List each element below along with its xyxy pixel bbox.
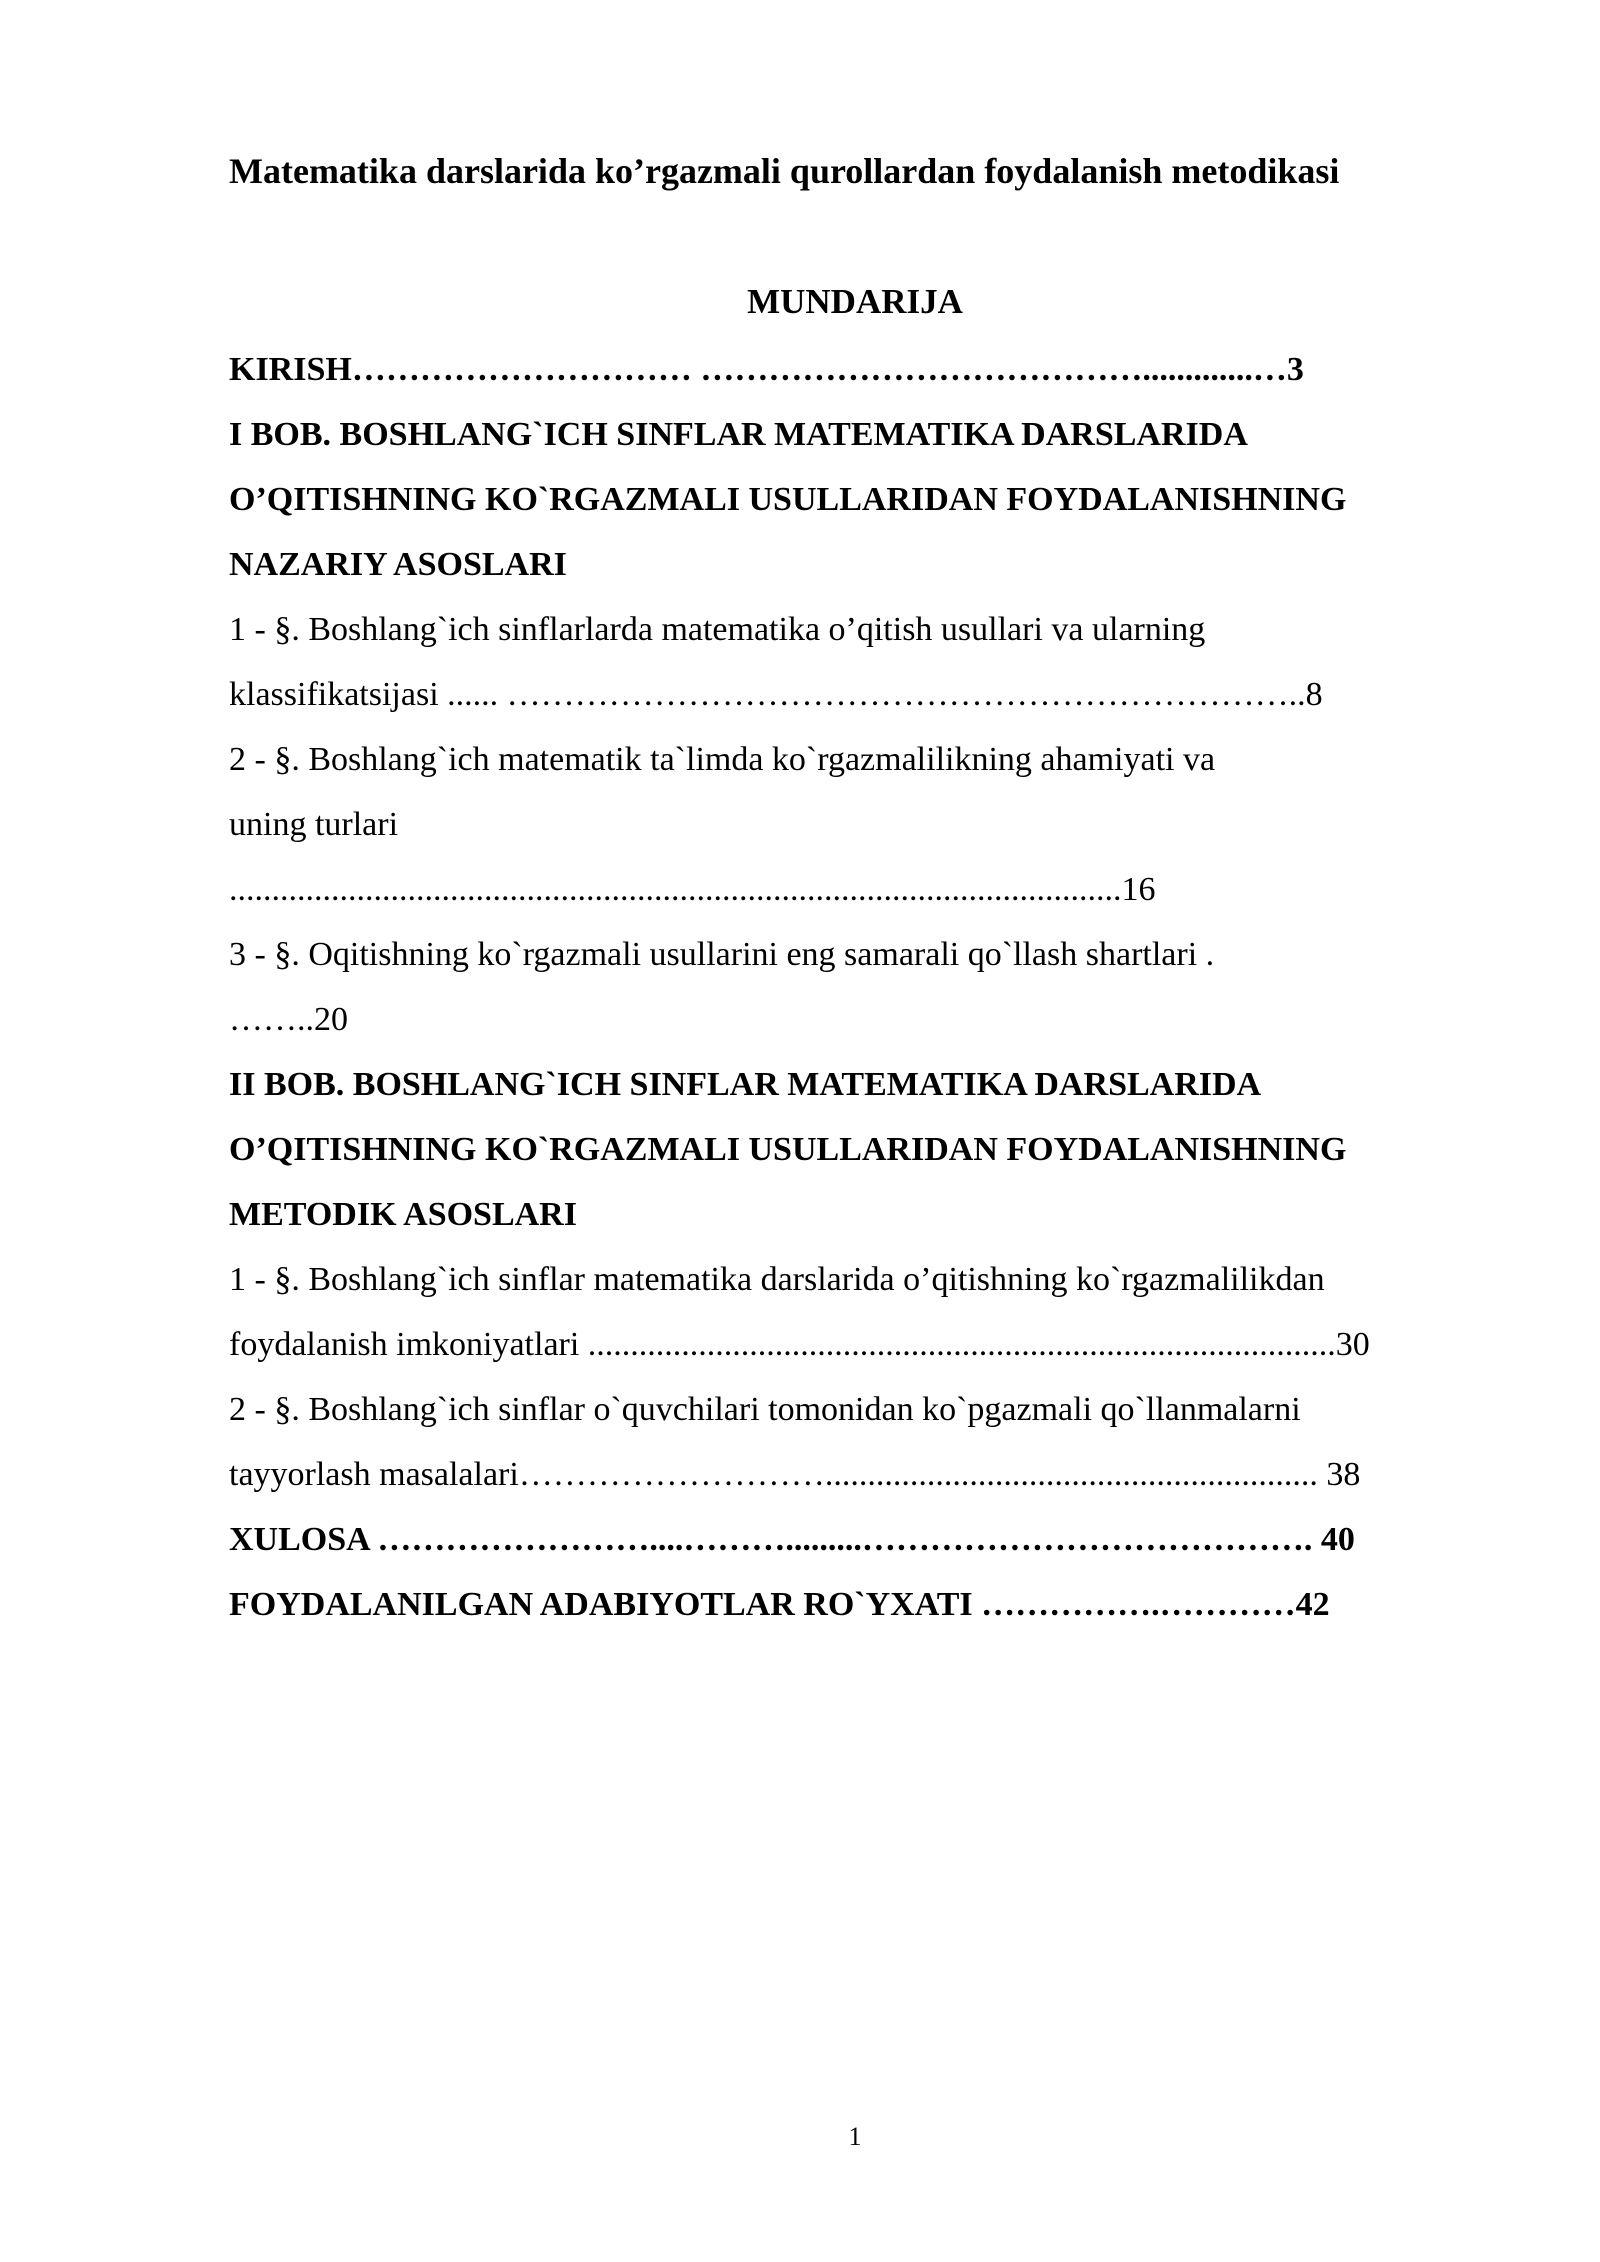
toc-section-1-2-line-2: uning turlari	[229, 806, 399, 843]
toc-section-1-1-line-2: klassifikatsijasi ...... ……………………………………………………………..8	[229, 676, 1323, 713]
toc-section-2-2-line-2: tayyorlash masalalari……………………….......................................................... 38	[229, 1456, 1361, 1493]
toc-chapter-2-line-3: METODIK ASOSLARI	[229, 1196, 577, 1233]
toc-chapter-1-line-2: O’QITISHNING KO`RGAZMALI USULLARIDAN FOYDALANISHNING	[229, 481, 1347, 518]
toc-section-1-3-line-2: ……..20	[229, 1001, 348, 1038]
toc-entry-xulosa: XULOSA ……………………....……….........…………………………………. 40	[229, 1521, 1355, 1558]
page-number: 1	[848, 2122, 862, 2151]
document-title: Matematika darslarida ko’rgazmali qurollardan foydalanish metodikasi	[229, 151, 1340, 191]
toc-section-2-1-line-1: 1 - §. Boshlang`ich sinflar matematika darslarida o’qitishning ko`rgazmalilikdan	[229, 1261, 1325, 1298]
toc-section-1-2-line-1: 2 - §. Boshlang`ich matematik ta`limda ko`rgazmalilikning ahamiyati va	[229, 741, 1216, 778]
toc-entry-kirish: KIRISH………………………… ………………………………….............…3	[229, 351, 1304, 388]
toc-section-2-1-line-2: foydalanish imkoniyatlari ........................................................................................30	[229, 1326, 1370, 1363]
toc-section-1-3-line-1: 3 - §. Oqitishning ko`rgazmali usullarini eng samarali qo`llash shartlari .	[229, 936, 1215, 973]
toc-entry-bibliography: FOYDALANILGAN ADABIYOTLAR RO`YXATI …………….…………42	[229, 1586, 1330, 1623]
toc-section-2-2-line-1: 2 - §. Boshlang`ich sinflar o`quvchilari tomonidan ko`pgazmali qo`llanmalarni	[229, 1391, 1301, 1428]
toc-heading: MUNDARIJA	[747, 282, 963, 321]
toc-chapter-1-line-1: I BOB. BOSHLANG`ICH SINFLAR MATEMATIKA DARSLARIDA	[229, 416, 1248, 453]
toc-section-1-2-leader: .........................................................................................................16	[229, 871, 1156, 908]
toc-section-1-1-line-1: 1 - §. Boshlang`ich sinflarlarda matematika o’qitish usullari va ularning	[229, 611, 1206, 648]
toc-chapter-2-line-1: II BOB. BOSHLANG`ICH SINFLAR MATEMATIKA DARSLARIDA	[229, 1066, 1262, 1103]
toc-chapter-1-line-3: NAZARIY ASOSLARI	[229, 546, 567, 583]
toc-chapter-2-line-2: O’QITISHNING KO`RGAZMALI USULLARIDAN FOYDALANISHNING	[229, 1131, 1347, 1168]
